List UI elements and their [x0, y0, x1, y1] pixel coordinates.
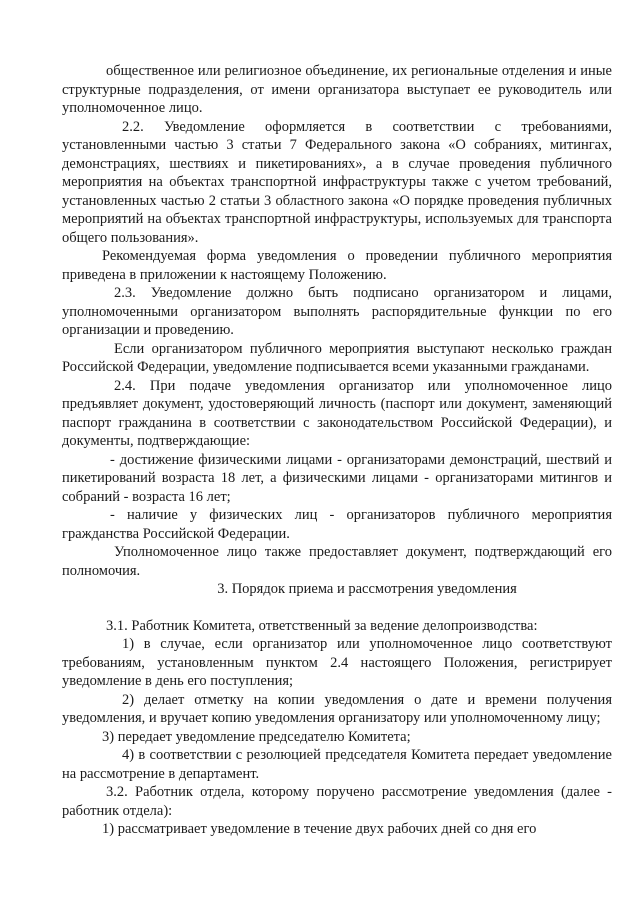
paragraph-3-2: 3.2. Работник отдела, которому поручено рассмотрение уведомления (далее - работник отдела):: [62, 784, 612, 819]
list-item-3-2-1: 1) рассматривает уведомление в течение двух рабочих дней со дня его: [102, 821, 537, 837]
list-item-age-requirement: - достижение физическими лицами - организаторами демонстраций, шествий и пикетирований возраста 18 лет, а физическими лицами - организаторами митингов и собраний - возраста 16 лет;: [62, 451, 612, 505]
list-item-3-1-1: 1) в случае, если организатор или уполномоченное лицо соответствуют требованиям, установленным пунктом 2.4 настоящего Положения, регистрирует уведомление в день его поступления;: [62, 636, 612, 689]
list-item-citizenship: - наличие у физических лиц - организаторов публичного мероприятия гражданства Российской Федерации.: [62, 507, 612, 542]
list-item-3-1-4: 4) в соответствии с резолюцией председателя Комитета передает уведомление на рассмотрение в департамент.: [62, 747, 612, 782]
section-gap: [62, 599, 612, 617]
paragraph-2-3: 2.3. Уведомление должно быть подписано организатором и лицами, уполномоченными организатором выполнять распорядительные функции по его организации и проведению.: [62, 285, 612, 338]
paragraph-authorized-person-document: Уполномоченное лицо также предоставляет документ, подтверждающий его полномочия.: [62, 544, 612, 579]
paragraph-organizer-representative: общественное или религиозное объединение, их региональные отделения и иные структурные подразделения, от имени организатора выступает ее руководитель или уполномоченное лицо.: [62, 63, 612, 116]
paragraph-several-organizers: Если организатором публичного мероприятия выступают несколько граждан Российской Федерации, уведомление подписывается всеми указанными гражданами.: [62, 340, 612, 375]
paragraph-recommended-form: Рекомендуемая форма уведомления о проведении публичного мероприятия приведена в приложении к настоящему Положению.: [62, 248, 612, 283]
section-heading-3: 3. Порядок приема и рассмотрения уведомления: [217, 581, 517, 597]
list-item-3-1-3: 3) передает уведомление председателю Комитета;: [102, 728, 411, 745]
paragraph-2-4: 2.4. При подаче уведомления организатор или уполномоченное лицо предъявляет документ, удостоверяющий личность (паспорт или документ, заменяющий паспорт гражданина в соответствии с законодательством Российской Федерации), и документы, подтверждающие:: [62, 377, 612, 449]
paragraph-2-2: 2.2. Уведомление оформляется в соответствии с требованиями, установленными частью 3 статьи 7 Федерального закона «О собраниях, митингах, демонстрациях, шествиях и пикетированиях», а в случае проведения публичного мероприятия на объектах транспортной инфраструктуры также с учетом требований, установленных частью 2 статьи 3 областного закона «О порядке проведения публичных мероприятий на объектах транспортной инфраструктуры, используемых для транспорта общего пользования».: [62, 118, 612, 246]
paragraph-3-1: 3.1. Работник Комитета, ответственный за ведение делопроизводства:: [106, 617, 538, 634]
list-item-3-1-2: 2) делает отметку на копии уведомления о дате и времени получения уведомления, и вручает копию уведомления организатору или уполномоченному лицу;: [62, 691, 612, 726]
